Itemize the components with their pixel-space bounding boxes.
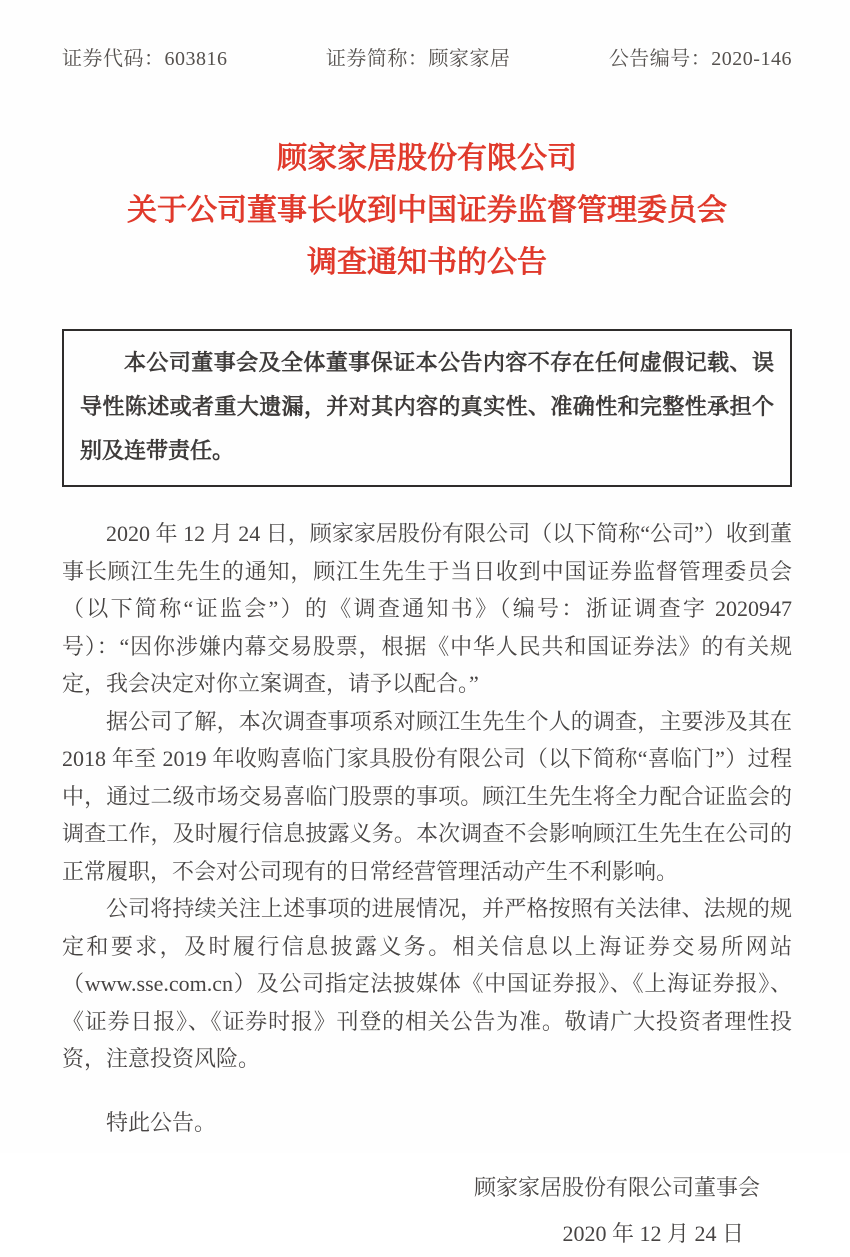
announcement-body xyxy=(62,515,792,1078)
securities-header xyxy=(62,42,792,71)
title-line-1: 顾家家居股份有限公司 xyxy=(277,142,577,175)
title-line-2: 关于公司董事长收到中国证券监督管理委员会 xyxy=(127,194,727,227)
closing-line: 特此公告。 xyxy=(106,1109,217,1135)
signature-date: 2020 年 12 月 24 日 xyxy=(562,1220,744,1246)
stock-abbr: 证券简称：顾家家居 xyxy=(325,48,511,70)
signature-company: 顾家家居股份有限公司董事会 xyxy=(473,1174,760,1200)
declaration-box xyxy=(62,329,792,487)
body-paragraph-3: 公司将持续关注上述事项的进展情况，并严格按照有关法律、法规的规定和要求，及时履行信息披露义务。相关信息以上海证券交易所网站（www.sse.com.cn）及公司指定法披媒体《中国证券报》、《上海证券报》、《证券日报》、《证券时报》刊登的相关公告为准。敬请广大投资者理性投资，注意投资风险。 xyxy=(62,896,792,1071)
signature-block xyxy=(62,1165,792,1257)
body-paragraph-1: 2020 年 12 月 24 日，顾家家居股份有限公司（以下简称“公司”）收到董事长顾江生先生的通知，顾江生先生于当日收到中国证券监督管理委员会（以下简称“证监会”）的《调查通知书》（编号：浙证调查字 2020947 号）：“因你涉嫌内幕交易股票，根据《中华人民共和国证券法》的有关规定，我会决定对你立案调查，请予以配合。” xyxy=(62,521,792,696)
title-line-3: 调查通知书的公告 xyxy=(307,246,547,279)
announcement-number: 公告编号：2020-146 xyxy=(608,48,792,70)
declaration-text: 本公司董事会及全体董事保证本公告内容不存在任何虚假记载、误导性陈述或者重大遗漏，并对其内容的真实性、准确性和完整性承担个别及连带责任。 xyxy=(80,350,774,463)
body-paragraph-2: 据公司了解，本次调查事项系对顾江生先生个人的调查，主要涉及其在 2018 年至 2019 年收购喜临门家具股份有限公司（以下简称“喜临门”）过程中，通过二级市场交易喜临门股票的事项。顾江生先生将全力配合证监会的调查工作，及时履行信息披露义务。本次调查不会影响顾江生先生在公司的正常履职，不会对公司现有的日常经营管理活动产生不利影响。 xyxy=(62,708,792,884)
document-title xyxy=(62,133,792,289)
stock-code: 证券代码：603816 xyxy=(62,48,228,70)
